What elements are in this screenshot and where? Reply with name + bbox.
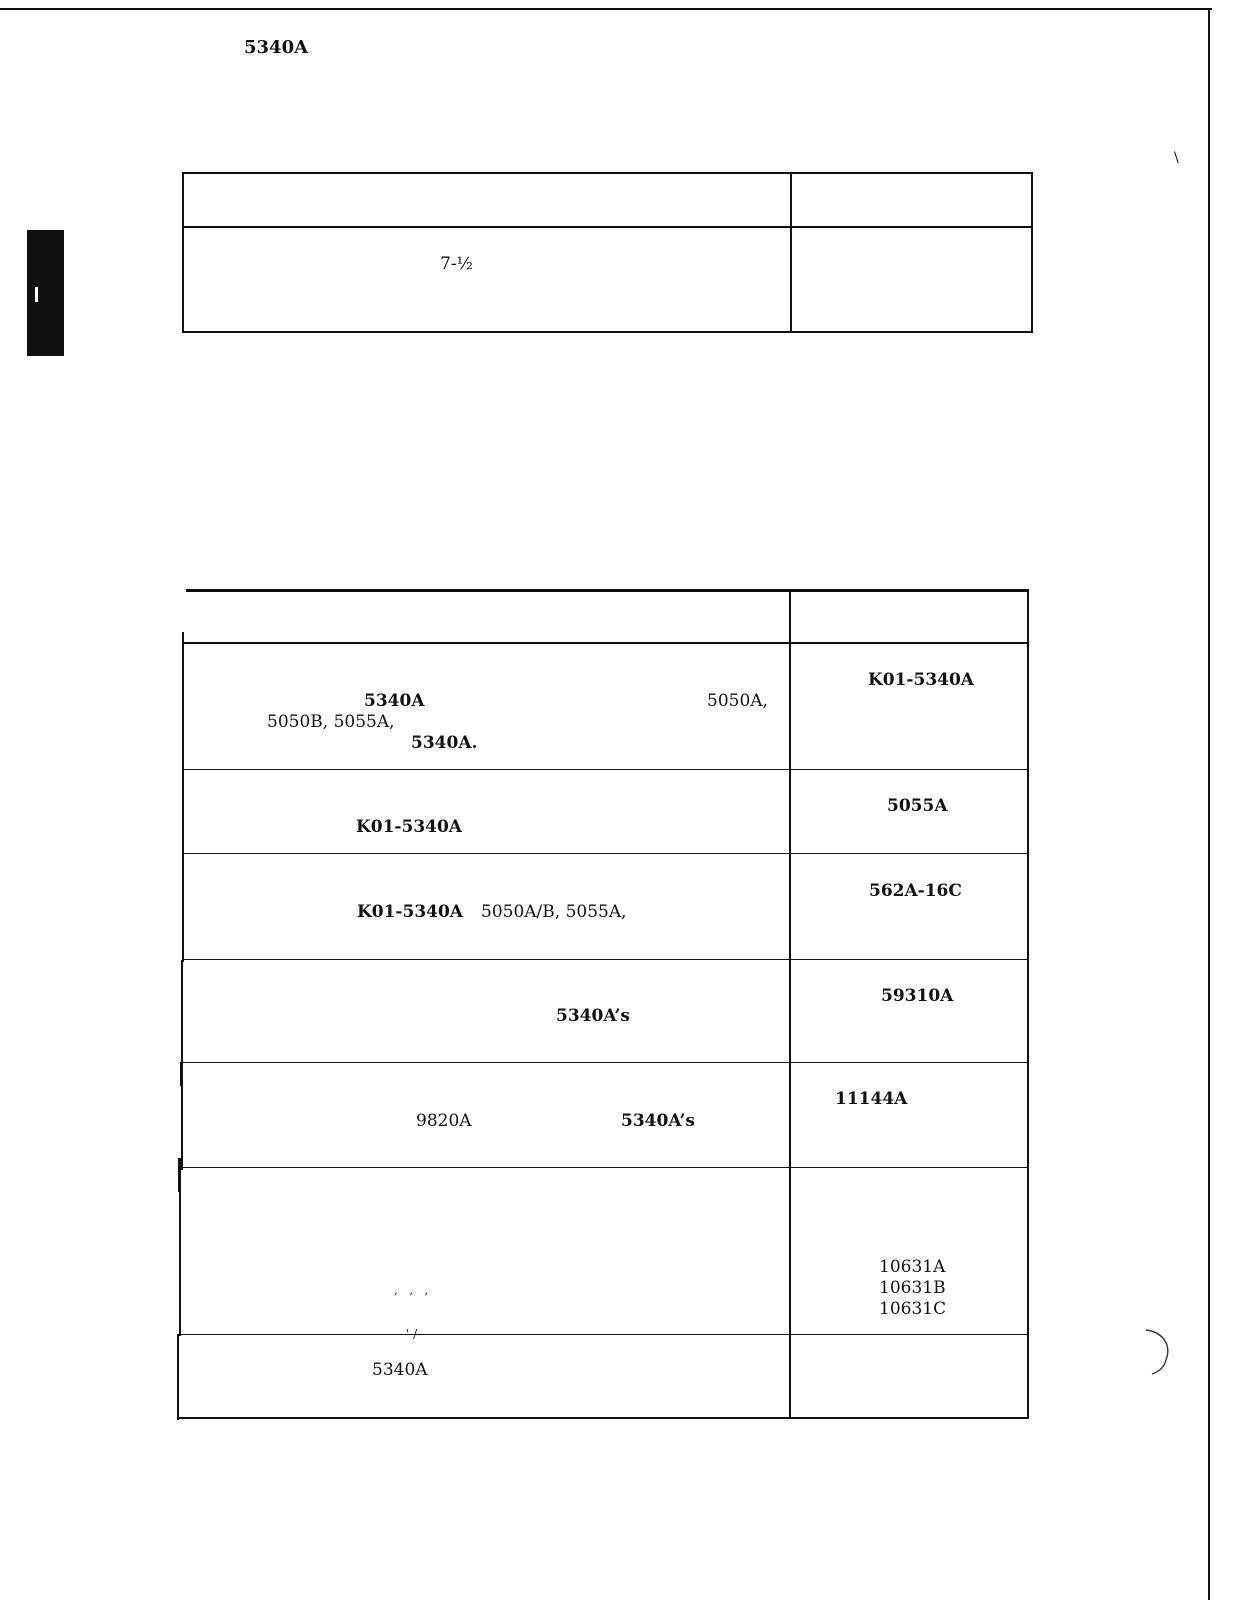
table2-row5-model: 11144A <box>835 1089 908 1109</box>
table2-row3-fragment-2: 5050A/B, 5055A, <box>481 902 627 922</box>
table2-left-edge-a <box>182 632 184 962</box>
table1-row1-fragment: 7-½ <box>440 254 474 274</box>
table2-row5-fragment-2: 5340A’s <box>621 1111 695 1131</box>
table2-row-rule-6 <box>178 1334 1029 1335</box>
page-top-rule <box>0 8 1212 10</box>
table2-row1-model: K01-5340A <box>868 670 974 690</box>
table2-row3-fragment-1: K01-5340A <box>357 902 463 922</box>
table2-left-mark-1 <box>180 1062 183 1086</box>
table2-row-rule-5 <box>180 1167 1029 1168</box>
table1-header-rule <box>182 226 1033 228</box>
page-right-rule <box>1208 8 1210 1600</box>
margin-mark: \ <box>1174 150 1179 166</box>
table2-top-rule <box>186 589 1029 592</box>
table2-row4-model: 59310A <box>881 986 954 1006</box>
table2-row3-model: 562A-16C <box>869 881 962 901</box>
table2-column-divider <box>789 589 791 1419</box>
table2-row1-fragment-3: 5050B, 5055A, <box>267 712 395 732</box>
margin-bracket-mark <box>1140 1324 1180 1384</box>
table2-bottom-rule <box>177 1417 1029 1419</box>
table2-row-rule-3 <box>182 959 1029 960</box>
table2-row7-fragment-1: 5340A <box>372 1360 428 1380</box>
table2-row2-fragment-1: K01-5340A <box>356 817 462 837</box>
table2-left-edge-c <box>179 1168 181 1336</box>
table2-row4-fragment-1: 5340A’s <box>556 1006 630 1026</box>
stray-marks-2: ' / <box>406 1327 418 1341</box>
table2-row1-fragment-1: 5340A <box>364 691 425 711</box>
table2-row-rule-2 <box>183 853 1029 854</box>
table2-row-rule-4 <box>181 1062 1029 1063</box>
table2-left-edge-d <box>177 1334 179 1420</box>
table2-left-mark-2 <box>178 1158 181 1192</box>
table2-row-rule-1 <box>183 769 1029 770</box>
table1 <box>182 172 1033 333</box>
table2-row1-fragment-4: 5340A. <box>411 733 478 753</box>
table2-row5-fragment-1: 9820A <box>416 1111 472 1131</box>
header-model: 5340A <box>244 37 309 58</box>
table2-row6-model-c: 10631C <box>879 1299 947 1319</box>
section-tab-mark <box>35 287 38 302</box>
table1-column-divider <box>790 172 792 333</box>
stray-marks: , , , <box>394 1283 429 1297</box>
table2-row6-model-a: 10631A <box>879 1257 946 1277</box>
table2-right-edge <box>1027 589 1029 1419</box>
section-tab <box>27 230 64 356</box>
table2-row6-model-b: 10631B <box>879 1278 946 1298</box>
table2-row2-model: 5055A <box>887 796 948 816</box>
table2-row1-fragment-2: 5050A, <box>707 691 768 711</box>
table2-header-rule <box>183 642 1029 644</box>
